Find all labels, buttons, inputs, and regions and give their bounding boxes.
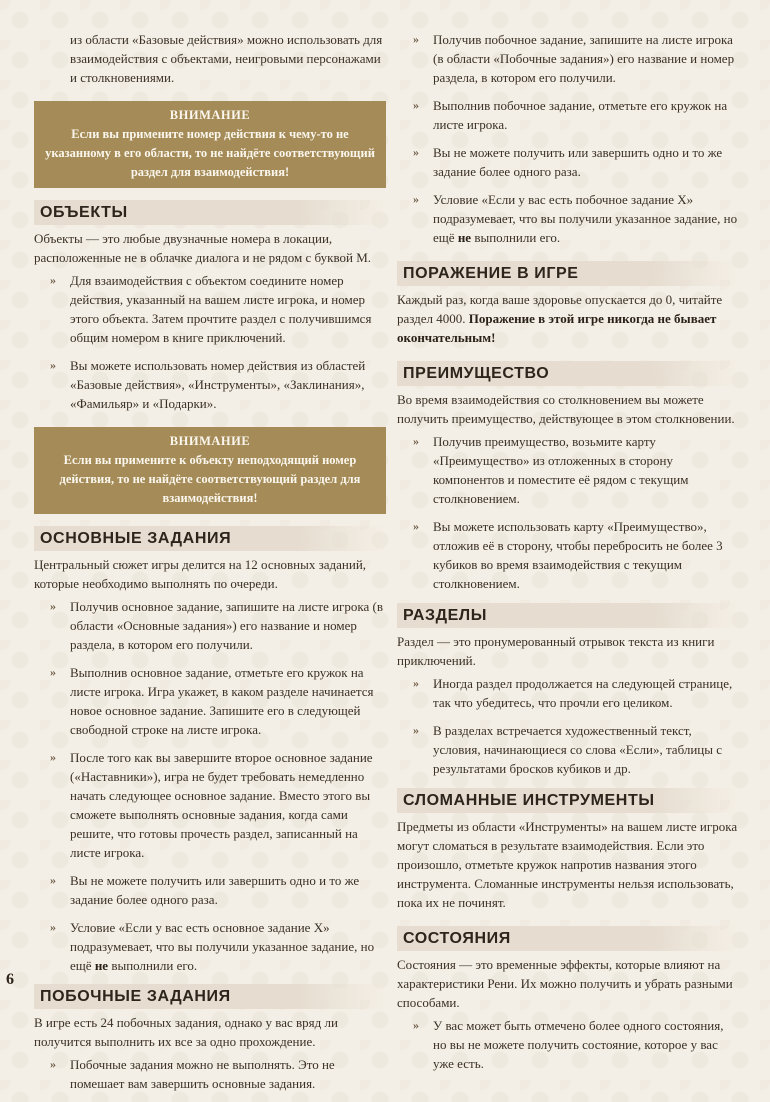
bullet-icon: » (413, 192, 419, 206)
bullet-icon: » (413, 723, 419, 737)
list-item: » Получив побочное задание, запишите на листе игрока (в области «Побочные задания») его название и номер раздела, в котором его получили. (413, 32, 735, 85)
side-quests-heading: ПОБОЧНЫЕ ЗАДАНИЯ (34, 984, 386, 1009)
list-item: » Получив основное задание, запишите на листе игрока (в области «Основные задания») его название и номер раздела, в котором его получили. (50, 599, 383, 652)
side-quests-text: В игре есть 24 побочных задания, однако у вас вряд ли получится выполнить их все за одно прохождение. (34, 1015, 338, 1049)
list-item: » Выполнив основное задание, отметьте его кружок на листе игрока. Игра укажет, в каком разделе начинается новое основное задание. Запишите его в следующей свободной строке на листе игрока. (50, 665, 374, 737)
list-item: » Вы не можете получить или завершить одно и то же задание более одного раза. (50, 873, 360, 907)
objects-list (34, 271, 386, 413)
bullet-icon: » (413, 32, 419, 46)
bullet-icon: » (413, 676, 419, 690)
bullet-icon: » (413, 434, 419, 448)
objects-text: Объекты — это любые двузначные номера в локации, расположенные не в облачке диалога и не рядом с буквой М. (34, 231, 372, 265)
bullet-icon: » (413, 98, 419, 112)
bullet-icon: » (50, 273, 56, 287)
list-item: » В разделах встречается художественный текст, условия, начинающиеся со слова «Если», таблицы с результатами бросков кубиков и др. (413, 723, 723, 776)
list-item: » После того как вы завершите второе основное задание («Наставники»), игра не будет требовать немедленно начать следующее основное задание. Вместо этого вы сможете выполнять основные задания, когда сами решите, что готовы прочесть раздел, записанный на листе игрока. (50, 750, 373, 860)
conditions-heading: СОСТОЯНИЯ (397, 926, 738, 951)
left-column (34, 0, 386, 1102)
intro-continuation: из области «Базовые действия» можно использовать для взаимодействия с объектами, неигровыми персонажами и столкновениями. (70, 32, 383, 85)
bullet-icon: » (50, 358, 56, 372)
bullet-icon: » (50, 599, 56, 613)
warning-title: ВНИМАНИЕ (169, 434, 251, 448)
advantage-heading: ПРЕИМУЩЕСТВО (397, 361, 738, 386)
defeat-text: Каждый раз, когда ваше здоровье опускается до 0, читайте раздел 4000. Поражение в этой игре никогда не бывает окончательным! (397, 292, 723, 345)
bullet-icon: » (413, 1018, 419, 1032)
broken-tools-heading: СЛОМАННЫЕ ИНСТРУМЕНТЫ (397, 788, 738, 813)
bullet-icon: » (50, 873, 56, 887)
side-quests-list-continued (397, 30, 738, 247)
page-number: 6 (6, 971, 14, 988)
bullet-icon: » (50, 920, 56, 934)
objects-heading: ОБЪЕКТЫ (34, 200, 386, 225)
list-item: » Вы можете использовать номер действия из областей «Базовые действия», «Инструменты», «Заклинания», «Фамильяр» и «Подарки». (50, 358, 366, 411)
list-item: » Для взаимодействия с объектом соедините номер действия, указанный на вашем листе игрока, и номер этого объекта. Затем прочтите раздел с получившимся общим номером в книге приключений. (50, 273, 372, 345)
bullet-icon: » (413, 145, 419, 159)
sections-text: Раздел — это пронумерованный отрывок текста из книги приключений. (397, 634, 715, 668)
bullet-icon: » (413, 519, 419, 533)
warning-text: Если вы примените номер действия к чему-то не указанному в его области, то не найдёте соответствующий раздел для взаимодействия! (45, 127, 375, 179)
broken-tools-text: Предметы из области «Инструменты» на вашем листе игрока могут сломаться в результате взаимодействия. Если это произошло, отметьте кружок напротив названия этого инструмента. Сломанные инструменты нельзя использовать, пока их не починят. (397, 819, 738, 910)
warning-title: ВНИМАНИЕ (169, 108, 251, 122)
list-item: » Условие «Если у вас есть основное задание X» подразумевает, что вы получили указанное задание, но ещё не выполнили его. (50, 920, 375, 973)
bullet-icon: » (50, 1057, 56, 1071)
warning-box-objects (34, 427, 386, 514)
conditions-text: Состояния — это временные эффекты, которые влияют на характеристики Рени. Их можно получить и убрать разными способами. (397, 957, 733, 1010)
list-item: » Выполнив побочное задание, отметьте его кружок на листе игрока. (413, 98, 728, 132)
list-item: » Побочные задания можно не выполнять. Это не помешает вам завершить основные задания. (50, 1057, 335, 1091)
advantage-text: Во время взаимодействия со столкновением вы можете получить преимущество, действующее в этом столкновении. (397, 392, 735, 426)
list-item: » У вас может быть отмечено более одного состояния, но вы не можете получить состояние, которое у вас уже есть. (413, 1018, 724, 1071)
main-quests-text: Центральный сюжет игры делится на 12 основных заданий, которые необходимо выполнять по очереди. (34, 557, 367, 591)
main-quests-heading: ОСНОВНЫЕ ЗАДАНИЯ (34, 526, 386, 551)
sections-heading: РАЗДЕЛЫ (397, 603, 738, 628)
bullet-icon: » (50, 665, 56, 679)
list-item: » Условие «Если у вас есть побочное задание X» подразумевает, что вы получили указанное задание, но ещё не выполнили его. (413, 192, 738, 245)
list-item: » Иногда раздел продолжается на следующей странице, так что убедитесь, что прочли его целиком. (413, 676, 733, 710)
warning-box-actions (34, 101, 386, 188)
bullet-icon: » (50, 750, 56, 764)
defeat-heading: ПОРАЖЕНИЕ В ИГРЕ (397, 261, 738, 286)
conditions-list (397, 1016, 738, 1073)
warning-text: Если вы примените к объекту неподходящий номер действия, то не найдёте соответствующий раздел для взаимодействия! (59, 453, 361, 505)
list-item: » Вы не можете получить или завершить одно и то же задание более одного раза. (413, 145, 723, 179)
sections-list (397, 674, 738, 778)
right-column (397, 0, 738, 1082)
list-item: » Вы можете использовать карту «Преимущество», отложив её в сторону, чтобы перебросить не более 3 кубиков во время взаимодействия с текущим столкновением. (413, 519, 723, 591)
list-item: » Получив преимущество, возьмите карту «Преимущество» из отложенных в сторону компонентов и поместите её рядом с текущим столкновением. (413, 434, 689, 506)
side-quests-list (34, 1055, 386, 1093)
main-quests-list (34, 597, 386, 975)
advantage-list (397, 432, 738, 593)
